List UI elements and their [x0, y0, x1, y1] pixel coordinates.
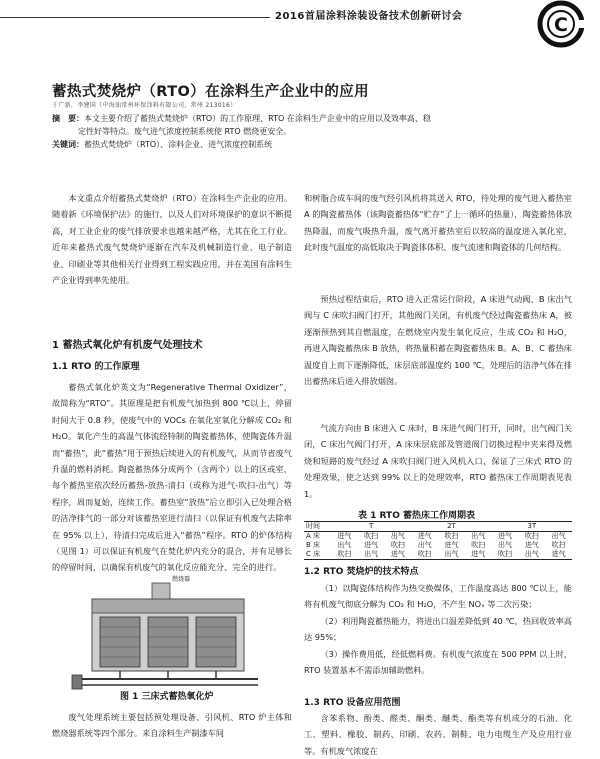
features-list [304, 580, 572, 678]
range-paragraph [304, 710, 572, 759]
table-cell: A 床 [306, 532, 321, 540]
intro-paragraph [52, 190, 292, 288]
table-cell: 吹扫 [471, 541, 486, 549]
figure-caption: 图 1 三床式蓄热氧化炉 [120, 692, 214, 702]
right-paragraph-c [304, 420, 572, 502]
feature-3: （3）操作费用低，经低燃料费。有机废气浓度在 500 PPM 以上时，RTO 装置基本不需添加辅助燃料。 [304, 648, 572, 676]
table-cell: 出气 [358, 550, 385, 560]
bottom-paragraph [52, 709, 292, 742]
logo-letter: C [554, 14, 568, 36]
feature-2: （2）利用陶瓷蓄热能力，将进出口温差降低到 40 ℃，热回收效率高达 95%； [304, 615, 572, 643]
table-header-cell: 时间 [304, 522, 331, 532]
intro-text: 本文重点介绍蓄热式焚烧炉（RTO）在涂料生产企业的应用。随着新《环境保护法》的施行，以及人们对环境保护的意识不断提高，对工业企业的废气排放要求也越来越严格，尤其在化工行业。近年来蓄热式废气焚烧炉逐渐在汽车及机械制造行业、电子制造业、印刷业等其他相关行业得到工程实践应用，并在美国有涂料生产企业得到率先使用。 [52, 193, 292, 286]
range-text: 含苯系物、酚类、醛类、酮类、醚类、酯类等有机成分的石油、化工、塑料、橡胶、制药、印刷、农药、制鞋、电力电缆生产及应用行业等。有机废气浓度在 [304, 713, 572, 756]
table-row [304, 541, 572, 550]
paper-title: 蓄热式焚烧炉（RTO）在涂料生产企业中的应用 [52, 84, 370, 100]
bed-b [148, 617, 188, 667]
table-cell: 进气 [444, 541, 459, 549]
right-text-c: 气流方向由 B 床进入 C 床时，B 床进气阀门打开，同时，出气阀门关闭，C 床出气阀门打开，A 床床层底部及管道阀门切换过程中夹来得及燃烧和短路的废气经过 A 床吹扫阀门进入风机入口，保证了三床式 RTO 的处理效果，使之达到 99% 以上的处理效率，RTO 蓄热床工作周期表见表 1。 [304, 423, 572, 499]
keywords-text: 蓄热式焚烧炉（RTO）、涂料企业、进气浓度控制系统 [84, 140, 273, 149]
burner [152, 583, 170, 599]
principle-text: 蓄热式氧化炉英文为“Regenerative Thermal Oxidizer”，故简称为“RTO”。其原理是把有机废气加热到 800 ℃以上，停留时间大于 0.8 秒，使废气中的 VOCs 在氧化室氧化分解成 CO₂ 和 H₂O。氧化产生的高温气体流经特制的陶瓷蓄热体，使陶瓷体升温而“蓄热”，此“蓄热”用于预热后续进入的有机废气，从而节省废气升温的燃料消耗。陶瓷蓄热体分成两个（含两个）以上的区或室，每个蓄热室依次经历蓄热-放热-清扫（或称为进气-吹扫-出气）等程序，周而复始，连续工作。蓄热室“放热”后立即引入已处理合格的洁净排气的一部分对该蓄热室进行清扫（以保证有机废气去除率在 95% 以上），待清扫完成后进入“蓄热”程序。RTO 的炉体结构（见图 1）可以保证有机废气在焚化炉内充分的混合，并有足够长的停留时间，以确保有机废气的氧化反应能充分、完全的进行。 [52, 382, 292, 573]
section-1-heading: 1 蓄热式氧化炉有机废气处理技术 [52, 340, 203, 351]
keywords-line [52, 138, 562, 151]
table-caption: 表 1 RTO 蓄热床工作周期表 [358, 511, 475, 521]
combustion-chamber [92, 599, 244, 613]
table-header-cell: 3T [492, 522, 572, 532]
keywords-label: 关键词： [52, 140, 84, 149]
bottom-text: 废气处理系统主要包括预处理设备、引风机、RTO 炉主体和燃烧器系统等四个部分。来自涂料生产制漆车间 [52, 712, 292, 739]
table-cell: 出气 [337, 541, 352, 549]
abstract-text-2: 定性好等特点。废气进气浓度控制系统使 RTO 燃烧更安全。 [78, 127, 292, 136]
table-cell: 吹扫 [444, 532, 459, 540]
section-1-1-heading: 1.1 RTO 的工作原理 [52, 362, 140, 372]
table-cell: 吹扫 [331, 550, 358, 560]
right-text-b: 预热过程结束后，RTO 进入正常运行阶段，A 床进气动阀、B 床出气阀与 C 床吹扫阀门打开，其他阀门关闭，有机废气经过陶瓷蓄热床 A，被逐渐预热到其自燃温度，在燃烧室内发生氧化反应，生成 CO₂ 和 H₂O，再进入陶瓷蓄热床 B 放热，将热量积蓄在陶瓷蓄热床 B。A、B、C 蓄热床温度自上而下逐渐降低，床层底部温度约 100 ℃，处理后的洁净气体在排出蓄热床后进入排放烟囱。 [304, 294, 572, 387]
table-cell: 吹扫 [524, 532, 539, 540]
conference-logo [527, 0, 593, 52]
table-cell: 进气 [364, 541, 379, 549]
table-cell: 出气 [518, 550, 545, 560]
table-cell: 进气 [337, 532, 352, 540]
table-cell: 出气 [471, 532, 486, 540]
table-cell: 吹扫 [390, 541, 405, 549]
table-cell: 吹扫 [492, 550, 519, 560]
right-paragraph-a [304, 190, 572, 256]
table-cell: 出气 [417, 541, 432, 549]
table-cell: 进气 [385, 550, 412, 560]
table-header-row [304, 522, 572, 532]
table-cell: 吹扫 [411, 550, 438, 560]
burner-label: 燃烧器 [172, 576, 191, 583]
table-header-cell: T [331, 522, 411, 532]
abstract-label: 摘 要： [52, 114, 84, 123]
table-cell: 进气 [545, 550, 572, 560]
table-cell: 出气 [551, 532, 566, 540]
feature-1: （1）以陶瓷体结构作为热交换媒体，工作温度高达 800 ℃以上，能将有机废气彻底分解为 CO₂ 和 H₂O，不产生 NOₓ 等二次污染； [304, 583, 572, 610]
table-row [304, 550, 572, 560]
table-cell: 吹扫 [364, 532, 379, 540]
fan [72, 675, 82, 689]
section-1-2-heading: 1.2 RTO 焚烧炉的技术特点 [304, 567, 419, 577]
rto-diagram-figure [68, 571, 268, 693]
right-text-a: 和树脂合成车间的废气经引风机将其送入 RTO，待处理的废气进入蓄热室 A 的陶瓷蓄热体（该陶瓷蓄热体“贮存”了上一循环的热量），陶瓷蓄热体放热降温，而废气吸热升温，废气离开蓄热室后以较高的温度进入氧化室，此时废气温度的高低取决于陶瓷体体积、废气流速和陶瓷体的几何结构。 [304, 193, 572, 253]
abstract-text-1: 本文主要介绍了蓄热式焚烧炉（RTO）的工作原理、RTO 在涂料生产企业中的应用以及效率高、稳 [84, 114, 431, 123]
bed-c [196, 617, 236, 667]
section-1-3-heading: 1.3 RTO 设备应用范围 [304, 698, 401, 708]
abstract-block [52, 112, 562, 151]
table-cell: 出气 [390, 532, 405, 540]
table-row [304, 532, 572, 542]
rto-cycle-table [304, 521, 572, 560]
table-cell: 进气 [524, 541, 539, 549]
table-cell: B 床 [306, 541, 321, 549]
abstract-line [52, 112, 562, 125]
table-header-cell: 2T [411, 522, 491, 532]
table-cell: 出气 [498, 541, 513, 549]
header-rule [0, 17, 270, 18]
table-cell: 出气 [438, 550, 465, 560]
right-paragraph-b [304, 291, 572, 389]
table-cell: 进气 [417, 532, 432, 540]
table-cell: C 床 [304, 550, 331, 560]
principle-paragraph [52, 379, 292, 576]
bed-a [100, 617, 140, 667]
conference-title: 2016首届涂料涂装设备技术创新研讨会 [275, 11, 463, 22]
table-cell: 吹扫 [551, 541, 566, 549]
table-cell: 进气 [498, 532, 513, 540]
paper-authors: 于广新，李建国（中海油常州环保涂料有限公司，常州 213016） [52, 102, 237, 109]
table-cell: 进气 [465, 550, 492, 560]
